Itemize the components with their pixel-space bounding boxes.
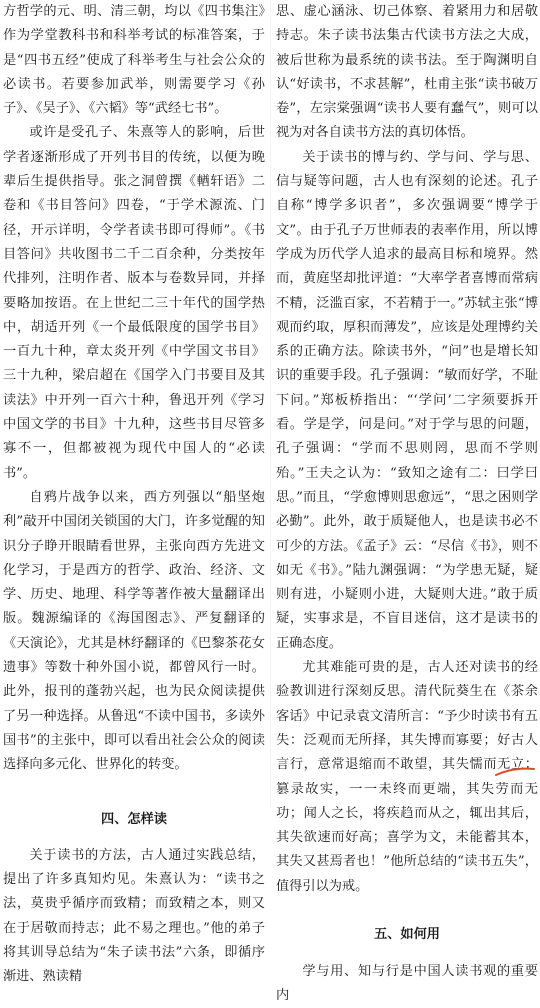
paragraph-four-books-exam: 方哲学的元、明、清三朝，均以《四书集注》作为学堂教科书和科举考试的标准答案，于是“四书五经”使成了科举考生与社会公众的必读书。若要参加武举，则需要学习《孙子》、《吴子》、《六韬》等“武经七书”。 — [3, 4, 265, 117]
paragraph-breadth-depth: 关于读书的博与约、学与问、学与思、信与疑等问题，古人也有深刻的论述。孔子自称“博学多识者”，多次强调要“博学于文”。由于孔子万世师表的表率作用，所以博学成为历代学人追求的最高目标和境界。然而，黄庭坚却批评道：“大率学者喜博而常病不精，泛滥百家，不若精于一。”苏轼主张“博观而约取，厚积而薄发”，应该是处理博约关系的正确方法。除读书外，“问”也是增长知识的重要手段。孔子强调：“敏而好学，不耻下问。”郑板桥指出：“‘学问’二字须要拆开看。学是学，问是问。”对于学与思的问题，孔子强调：“学而不思则罔，思而不学则殆。”王夫之认为：“致知之途有二：曰学曰思。”而且，“学愈博则思愈远”，“思之困则学必勤”。此外，敢于质疑他人，也是读书必不可少的方法。《孟子》云：“尽信《书》，则不如无《书》。”陆九渊强调：“为学患无疑，疑则有进，小疑则小进，大疑则大进。”敢于质疑，实事求是，不盲目迷信，这才是读书的正确态度。 — [276, 149, 538, 651]
paragraph-reading-methods: 关于读书的方法，古人通过实践总结，提出了许多真知灼见。朱熹认为：“读书之法，莫贵乎循序而致精；而致精之本，则又在于居敬而持志；此不易之理也。”他的弟子将其训导总结为“朱子读书法”六条，即循序渐进、熟读精 — [3, 847, 265, 985]
paragraph-reading-lists: 或许是受孔子、朱熹等人的影响，后世学者逐渐形成了开列书目的传统，以便为晚辈后生提供指导。张之洞曾撰《輶轩语》二卷和《书目答问》四卷，“于学术源流、门径，开示详明，令学者读书即可得师”。《书目答问》共收图书二千二百余种，分类按年代排列，注明作者、版本与卷数异同，并择要略加按语。在上世纪二三十年代的国学热中，胡适开列《一个最低限度的国学书目》一百九十种，章太炎开列《中学国文书目》三十九种，梁启超在《国学入门书要目及其读法》中开列一百六十种，鲁迅开列《学习中国文学的书目》十九种，这些书目尽管多寡不一，但都被视为现代中国人的“必读书”。 — [3, 125, 265, 481]
paragraph-learning-practice: 学与用、知与行是中国人读书观的重要内 — [276, 963, 538, 1003]
column-divider — [270, 0, 271, 808]
paragraph-zhu-method: 思、虚心涵泳、切己体察、着紧用力和居敬持志。朱子读书法集古代读书方法之大成，被后世称为最系统的读书法。至于陶渊明自认“好读书，不求甚解”，杜甫主张“读书破万卷”，左宗棠强调“读书人要有蠢气”，则可以视为对各自读书方法的真切体悟。 — [276, 4, 538, 141]
paragraph-western-learning: 自鸦片战争以来，西方列强以“船坚炮利”敲开中国闭关锁国的大门，许多觉醒的知识分子睁开眼睛看世界，主张向西方先进文化学习，于是西方的哲学、政治、经济、文学、历史、地理、科学等著作被大量翻译出版。魏源编译的《海国图志》、严复翻译的《天演论》，尤其是林纾翻译的《巴黎茶花女遗事》等数十种外国小说，都曾风行一时。此外，报刊的蓬勃兴起，也为民众阅读提供了另一种选择。从鲁迅“不读中国书，多读外国书”的主张中，即可以看出社会公众的阅读选择向多元化、世界化的转变。 — [3, 489, 265, 773]
section-heading-how-to-use: 五、如何用 — [374, 927, 440, 943]
paragraph-reflection: 尤其难能可贵的是，古人还对读书的经验教训进行深刻反思。清代阮葵生在《茶余客话》中记录袁文清所言：“予少时读书有五失：泛观而无所择，其失博而寡要；好古人言行，意常退缩而不敢望，其失懦而无立；篡录故实，一一未终而更端，其失劳而无功；闻人之长，将疾趋而从之，辄出其后，其失欲速而好高；喜学为文，未能蓄其本，其失又甚焉者也！”他所总结的“读书五失”，值得引以为戒。 — [276, 660, 538, 894]
left-column — [3, 0, 265, 990]
section-heading-how-to-read: 四、怎样读 — [101, 811, 167, 827]
red-underline-mark — [494, 766, 536, 778]
right-column — [276, 0, 538, 1008]
